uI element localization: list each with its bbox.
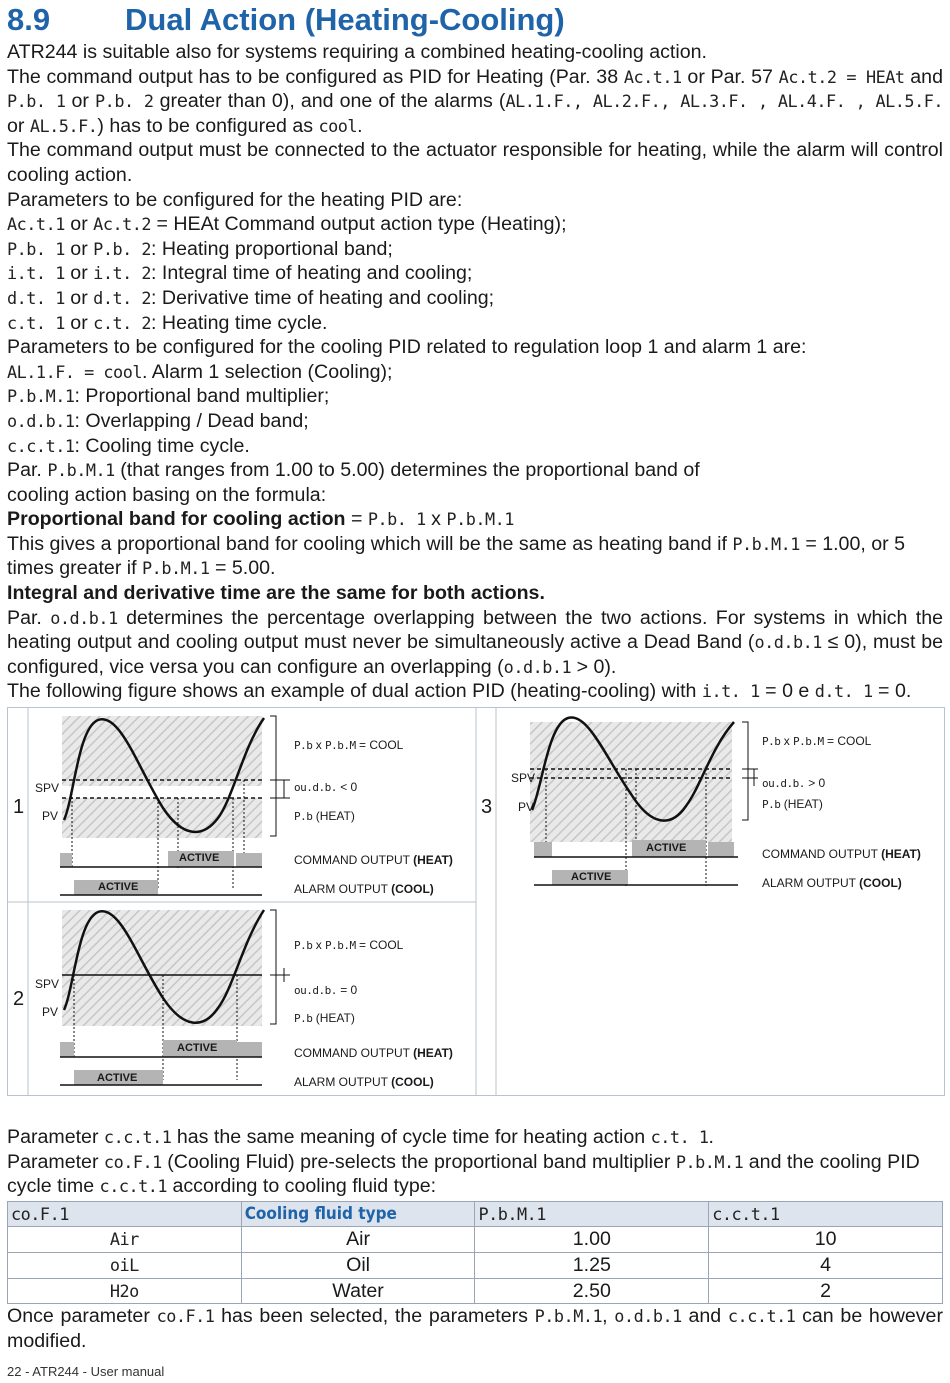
heat-params-list: [7, 212, 943, 335]
table-cell: Air: [8, 1227, 242, 1253]
paragraph-command-output: The command output has to be configured as PID for Heating (Par. 38 Ac.t.1 or Par. 57 Ac.t.2 = HEAt and P.b. 1 or P.b. 2 greater than 0), and one of the alarms (AL.1.F., AL.2.F., AL.3.F. , AL.4.F. , AL.5.F. or AL.5.F.) has to be configured as cool.: [7, 65, 943, 137]
command-output-label: COMMAND OUTPUT (HEAT): [294, 853, 453, 867]
active-heat-label: ACTIVE: [179, 852, 220, 864]
table-cell: 4: [709, 1252, 943, 1278]
figure-panel-2: [8, 902, 476, 1095]
body-text-lower: [7, 1125, 943, 1353]
cool-band-label: P.b x P.b.M = COOL: [294, 938, 404, 952]
cool-band-label: P.b x P.b.M = COOL: [294, 738, 404, 752]
spv-label: SPV: [35, 977, 60, 991]
once-paragraph: Once parameter co.F.1 has been selected, the parameters P.b.M.1, o.d.b.1 and c.c.t.1 can be however modified.: [7, 1305, 943, 1352]
alarm-output-label: ALARM OUTPUT (COOL): [294, 882, 434, 896]
active-heat-label: ACTIVE: [177, 1042, 218, 1054]
table-header: co.F.1: [8, 1201, 242, 1227]
panel-2-graph: [8, 902, 476, 1095]
section-number: 8.9: [7, 2, 51, 37]
section-heading: [7, 0, 943, 40]
table-header: c.c.t.1: [709, 1201, 943, 1227]
figure-panel-1: [8, 708, 476, 902]
cct-paragraph: Parameter c.c.t.1 has the same meaning of cycle time for heating action c.t. 1.: [7, 1126, 714, 1148]
command-output-label: COMMAND OUTPUT (HEAT): [762, 847, 921, 861]
panel-3-graph: [476, 708, 944, 902]
gives-paragraph: This gives a proportional band for cooling which will be the same as heating band if P.b.M.1 = 1.00, or 5 times greater if P.b.M.1 = 5.00.: [7, 532, 906, 580]
table-cell: Water: [241, 1278, 475, 1304]
odb-label: ou.d.b. = 0: [294, 983, 358, 997]
table-row: [8, 1227, 943, 1253]
heat-params-intro: Parameters to be configured for the heating PID are:: [7, 188, 463, 211]
figure-intro: The following figure shows an example of dual action PID (heating-cooling) with i.t. 1 = 0 e d.t. 1 = 0.: [7, 680, 912, 703]
section-title: Dual Action (Heating-Cooling): [125, 2, 565, 37]
heat-param-item: Ac.t.1 or Ac.t.2 = HEAt Command output action type (Heating);: [7, 213, 567, 236]
heat-param-item: P.b. 1 or P.b. 2: Heating proportional band;: [7, 237, 393, 260]
panel-number: 1: [13, 796, 25, 818]
panel-number: 2: [13, 988, 25, 1010]
table-cell: Air: [241, 1227, 475, 1253]
active-heat-label: ACTIVE: [646, 842, 687, 854]
heat-param-item: c.t. 1 or c.t. 2: Heating time cycle.: [7, 311, 328, 334]
cool-band-label: P.b x P.b.M = COOL: [762, 734, 872, 748]
table-header: P.b.M.1: [475, 1201, 709, 1227]
pbm-paragraph-2: cooling action basing on the formula:: [7, 483, 327, 506]
same-time-note: Integral and derivative time are the same for both actions.: [7, 582, 545, 605]
formula: Proportional band for cooling action = P.b. 1 x P.b.M.1: [7, 508, 514, 531]
pv-label: PV: [42, 1005, 59, 1019]
table-cell: 10: [709, 1227, 943, 1253]
body-text: [7, 40, 943, 704]
page-footer: 22 - ATR244 - User manual: [7, 1364, 165, 1379]
heat-param-item: d.t. 1 or d.t. 2: Derivative time of heating and cooling;: [7, 286, 495, 309]
panel-1-graph: [8, 708, 476, 902]
active-cool-label: ACTIVE: [98, 881, 139, 893]
heat-band-label: P.b (HEAT): [294, 1011, 355, 1025]
table-cell: oiL: [8, 1252, 242, 1278]
table-cell: 2.50: [475, 1278, 709, 1304]
spv-label: SPV: [35, 781, 60, 795]
odb-label: ou.d.b. > 0: [762, 776, 826, 790]
active-cool-label: ACTIVE: [571, 871, 612, 883]
paragraph-actuator: The command output must be connected to the actuator responsible for heating, while the alarm will control cooling action.: [7, 139, 943, 186]
odb-label: ou.d.b. < 0: [294, 780, 358, 794]
active-cool-label: ACTIVE: [97, 1072, 138, 1084]
table-header-row: [8, 1201, 943, 1227]
alarm-output-label: ALARM OUTPUT (COOL): [762, 876, 902, 890]
table-cell: 2: [709, 1278, 943, 1304]
cool-param-item: P.b.M.1: Proportional band multiplier;: [7, 385, 330, 408]
cool-param-item: c.c.t.1: Cooling time cycle.: [7, 434, 250, 457]
table-cell: Oil: [241, 1252, 475, 1278]
table-row: [8, 1252, 943, 1278]
table-row: [8, 1278, 943, 1304]
figure-panel-3: [476, 708, 944, 902]
table-cell: 1.25: [475, 1252, 709, 1278]
pv-label: PV: [518, 800, 535, 814]
spv-label: SPV: [511, 771, 536, 785]
dual-action-figure: [7, 707, 945, 1096]
table-header: Cooling fluid type: [241, 1201, 475, 1227]
odb-paragraph: Par. o.d.b.1 determines the percentage overlapping between the two actions. For systems in which the heating output and cooling output must never be simultaneously active a Dead Band (o.d.b.1 ≤ 0), must be configured, vice versa you can configure an overlapping (o.d.b.1 > 0).: [7, 606, 943, 678]
table-cell: 1.00: [475, 1227, 709, 1253]
heat-param-item: i.t. 1 or i.t. 2: Integral time of heating and cooling;: [7, 262, 473, 285]
panel-number: 3: [481, 796, 493, 818]
cooling-fluid-table: [7, 1201, 943, 1304]
cool-param-item: o.d.b.1: Overlapping / Dead band;: [7, 409, 309, 432]
table-cell: H2o: [8, 1278, 242, 1304]
pbm-paragraph: Par. P.b.M.1 (that ranges from 1.00 to 5.00) determines the proportional band of: [7, 459, 700, 482]
alarm-output-label: ALARM OUTPUT (COOL): [294, 1075, 434, 1089]
cool-param-item: AL.1.F. = cool. Alarm 1 selection (Cooling);: [7, 360, 393, 383]
manual-page: [7, 0, 943, 704]
cool-params-intro: Parameters to be configured for the cooling PID related to regulation loop 1 and alarm 1 are:: [7, 336, 807, 359]
heat-band-label: P.b (HEAT): [294, 809, 355, 823]
intro-paragraph: ATR244 is suitable also for systems requiring a combined heating-cooling action.: [7, 41, 707, 63]
cof-paragraph: Parameter co.F.1 (Cooling Fluid) pre-selects the proportional band multiplier P.b.M.1 and the cooling PID cycle time c.c.t.1 according to cooling fluid type:: [7, 1150, 920, 1198]
cool-params-list: [7, 360, 943, 458]
command-output-label: COMMAND OUTPUT (HEAT): [294, 1046, 453, 1060]
heat-band-label: P.b (HEAT): [762, 797, 823, 811]
pv-label: PV: [42, 809, 59, 823]
